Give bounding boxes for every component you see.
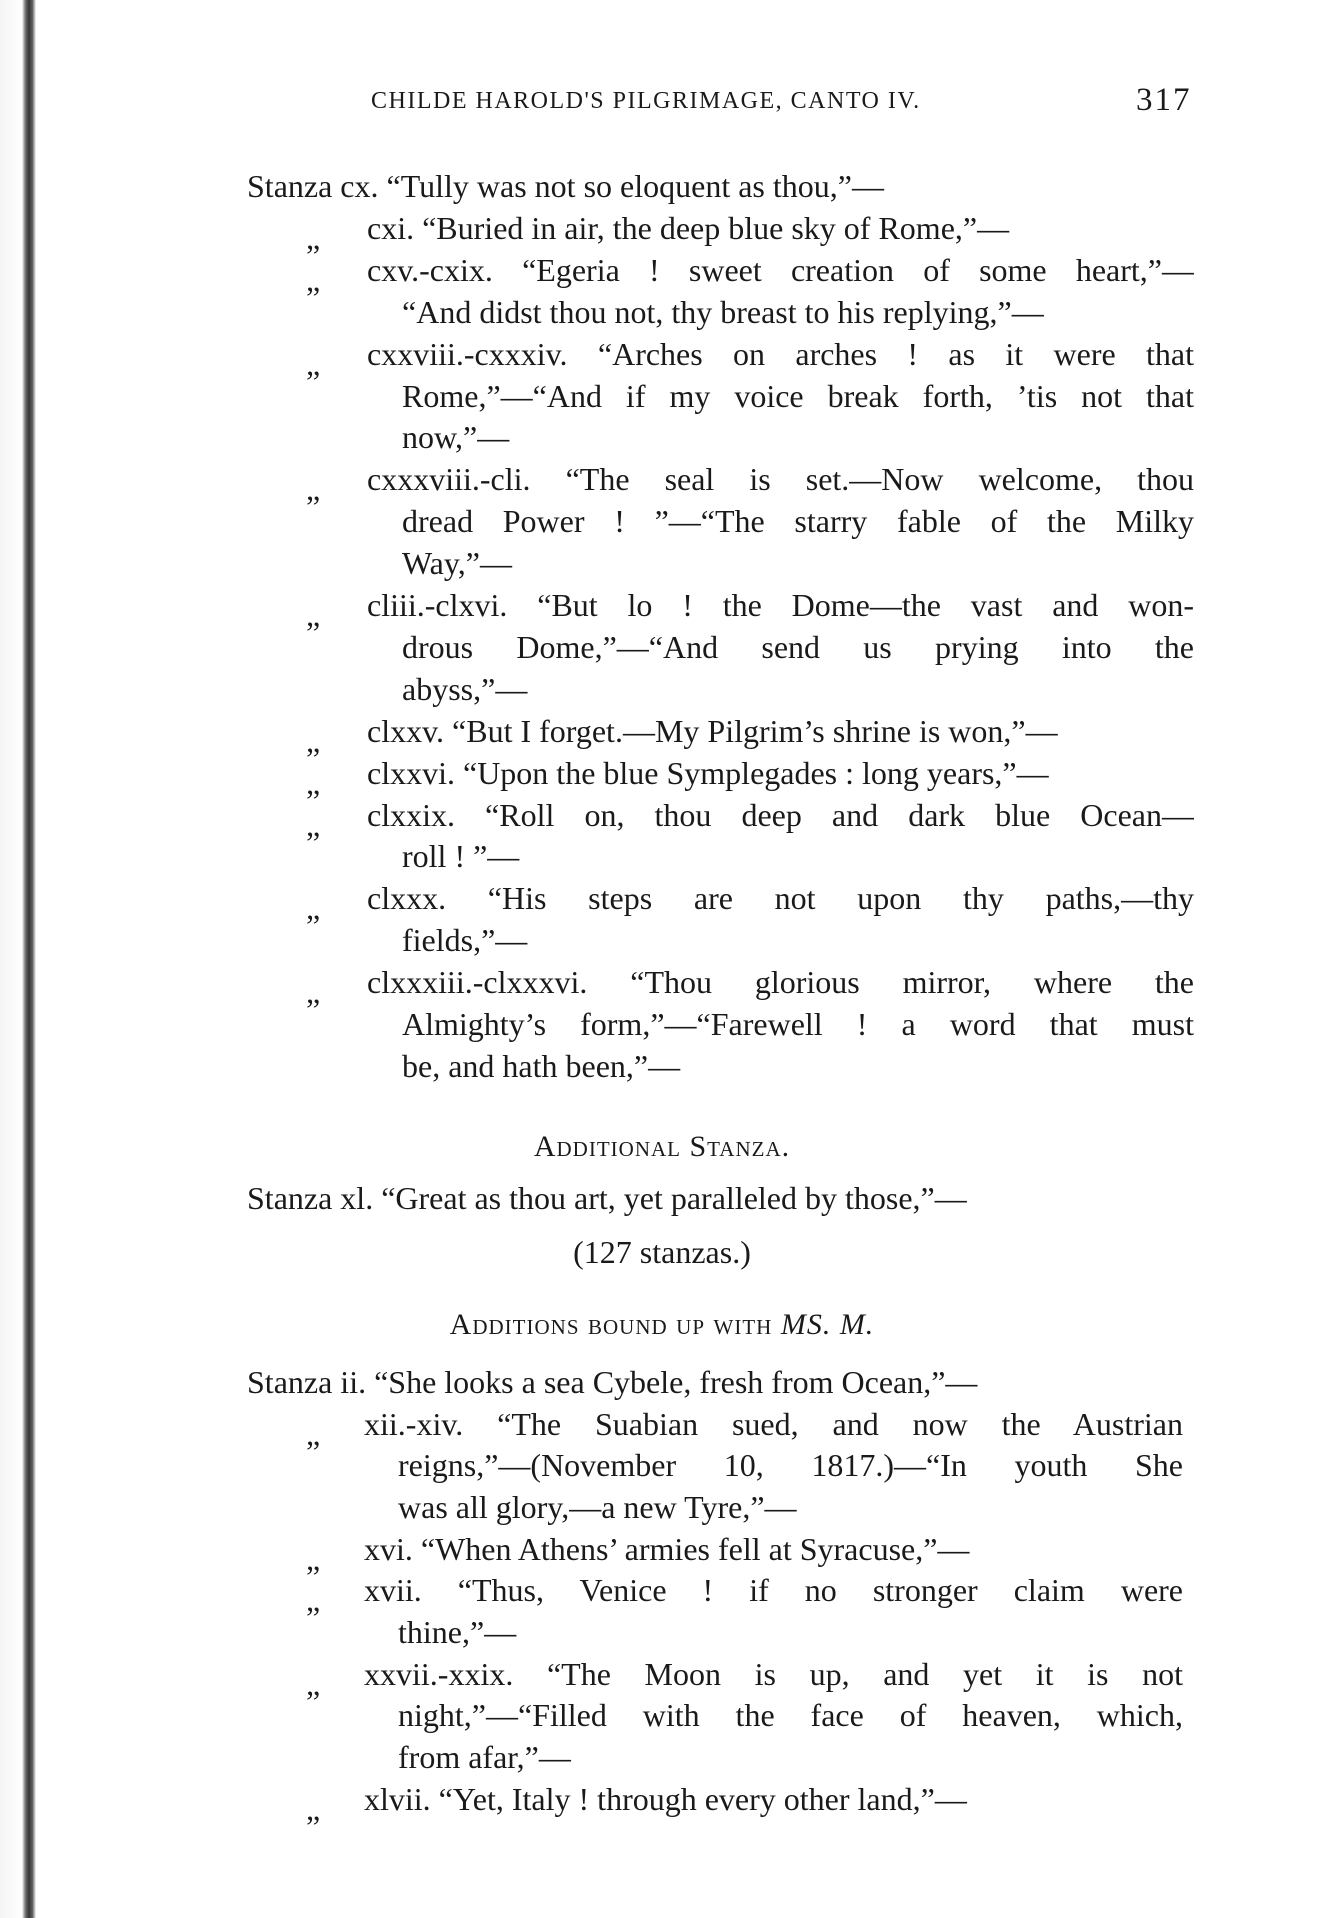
stanza-line: xlvii. “Yet, Italy ! through every other land,”— xyxy=(364,1780,967,1817)
stanza-continuation-line: now,”— xyxy=(402,419,510,456)
stanza-line: cxi. “Buried in air, the deep blue sky of Rome,”— xyxy=(367,209,1010,246)
stanza-line: xvii. “Thus, Venice ! if no stronger claim were xyxy=(364,1572,1183,1609)
page-edge xyxy=(0,0,22,1918)
stanza-continuation-line: be, and hath been,”— xyxy=(402,1047,681,1084)
additional-stanza-line: Stanza xl. “Great as thou art, yet paralleled by those,”— xyxy=(247,1180,967,1216)
stanza-continuation-line: abyss,”— xyxy=(402,670,528,707)
stanza-line: xxvii.-xxix. “The Moon is up, and yet it is not xyxy=(364,1655,1183,1692)
page-number: 317 xyxy=(1136,82,1192,118)
stanza-continuation-line: fields,”— xyxy=(402,922,528,959)
stanza-line: cliii.-clxvi. “But lo ! the Dome—the vast and won- xyxy=(367,587,1194,623)
stanza-line: cxxviii.-cxxxiv. “Arches on arches ! as it were that xyxy=(367,335,1194,372)
ditto-mark: „ xyxy=(306,597,321,633)
ditto-mark: „ xyxy=(306,974,321,1011)
ditto-mark: „ xyxy=(306,1540,321,1577)
ditto-mark: „ xyxy=(306,722,321,759)
stanza-continuation-line: from afar,”— xyxy=(398,1738,571,1775)
stanza-line: cxxxviii.-cli. “The seal is set.—Now welcome, thou xyxy=(367,461,1194,498)
additional-stanza-heading: Additional Stanza. xyxy=(533,1130,791,1163)
stanza-line: Stanza cx. “Tully was not so eloquent as thou,”— xyxy=(247,168,884,204)
stanza-continuation-line: night,”—“Filled with the face of heaven, which, xyxy=(398,1697,1183,1734)
stanza-continuation-line: Almighty’s form,”—“Farewell ! a word that must xyxy=(402,1006,1194,1042)
ditto-mark: „ xyxy=(306,764,321,801)
additions-heading-ms: MS. M. xyxy=(780,1308,875,1341)
stanza-line: clxxxiii.-clxxxvi. “Thou glorious mirror, where the xyxy=(367,964,1194,1001)
binding-shadow xyxy=(22,0,36,1918)
stanza-continuation-line: Way,”— xyxy=(402,545,512,582)
stanza-continuation-line: “And didst thou not, thy breast to his replying,”— xyxy=(402,293,1044,330)
stanza-continuation-line: dread Power ! ”—“The starry fable of the Milky xyxy=(402,503,1194,540)
stanza-continuation-line: roll ! ”— xyxy=(402,838,520,875)
ditto-mark: „ xyxy=(306,1665,321,1702)
additions-heading xyxy=(0,1304,1324,1346)
ditto-mark: „ xyxy=(306,1415,321,1452)
stanza-line: clxxx. “His steps are not upon thy paths,—thy xyxy=(367,880,1194,917)
stanza-count: (127 stanzas.) xyxy=(573,1234,751,1270)
running-head: CHILDE HAROLD'S PILGRIMAGE, CANTO IV. xyxy=(371,88,921,114)
ditto-mark: „ xyxy=(306,1582,321,1619)
stanza-continuation-line: drous Dome,”—“And send us prying into the xyxy=(402,628,1194,665)
stanza-continuation-line: was all glory,—a new Tyre,”— xyxy=(398,1488,797,1525)
stanza-line: clxxvi. “Upon the blue Symplegades : long years,”— xyxy=(367,754,1049,791)
stanza-continuation-line: Rome,”—“And if my voice break forth, ’tis not that xyxy=(402,377,1194,414)
ditto-mark: „ xyxy=(306,345,321,382)
additions-heading-text: Additions bound up with xyxy=(449,1308,773,1341)
stanza-line: clxxix. “Roll on, thou deep and dark blue Ocean— xyxy=(367,796,1194,833)
ditto-mark: „ xyxy=(306,890,321,927)
stanza-line: clxxv. “But I forget.—My Pilgrim’s shrine is won,”— xyxy=(367,712,1058,749)
ditto-mark: „ xyxy=(306,219,321,256)
ditto-mark: „ xyxy=(306,1790,321,1827)
stanza-line: cxv.-cxix. “Egeria ! sweet creation of some heart,”— xyxy=(367,251,1194,288)
ditto-mark: „ xyxy=(306,806,321,843)
ditto-mark: „ xyxy=(306,261,321,298)
stanza-line: Stanza ii. “She looks a sea Cybele, fresh from Ocean,”— xyxy=(247,1364,978,1400)
stanza-continuation-line: reigns,”—(November 10, 1817.)—“In youth She xyxy=(398,1447,1183,1484)
stanza-line: xvi. “When Athens’ armies fell at Syracuse,”— xyxy=(364,1530,970,1567)
stanza-line: xii.-xiv. “The Suabian sued, and now the Austrian xyxy=(364,1405,1183,1442)
ditto-mark: „ xyxy=(306,471,321,508)
stanza-continuation-line: thine,”— xyxy=(398,1613,517,1650)
